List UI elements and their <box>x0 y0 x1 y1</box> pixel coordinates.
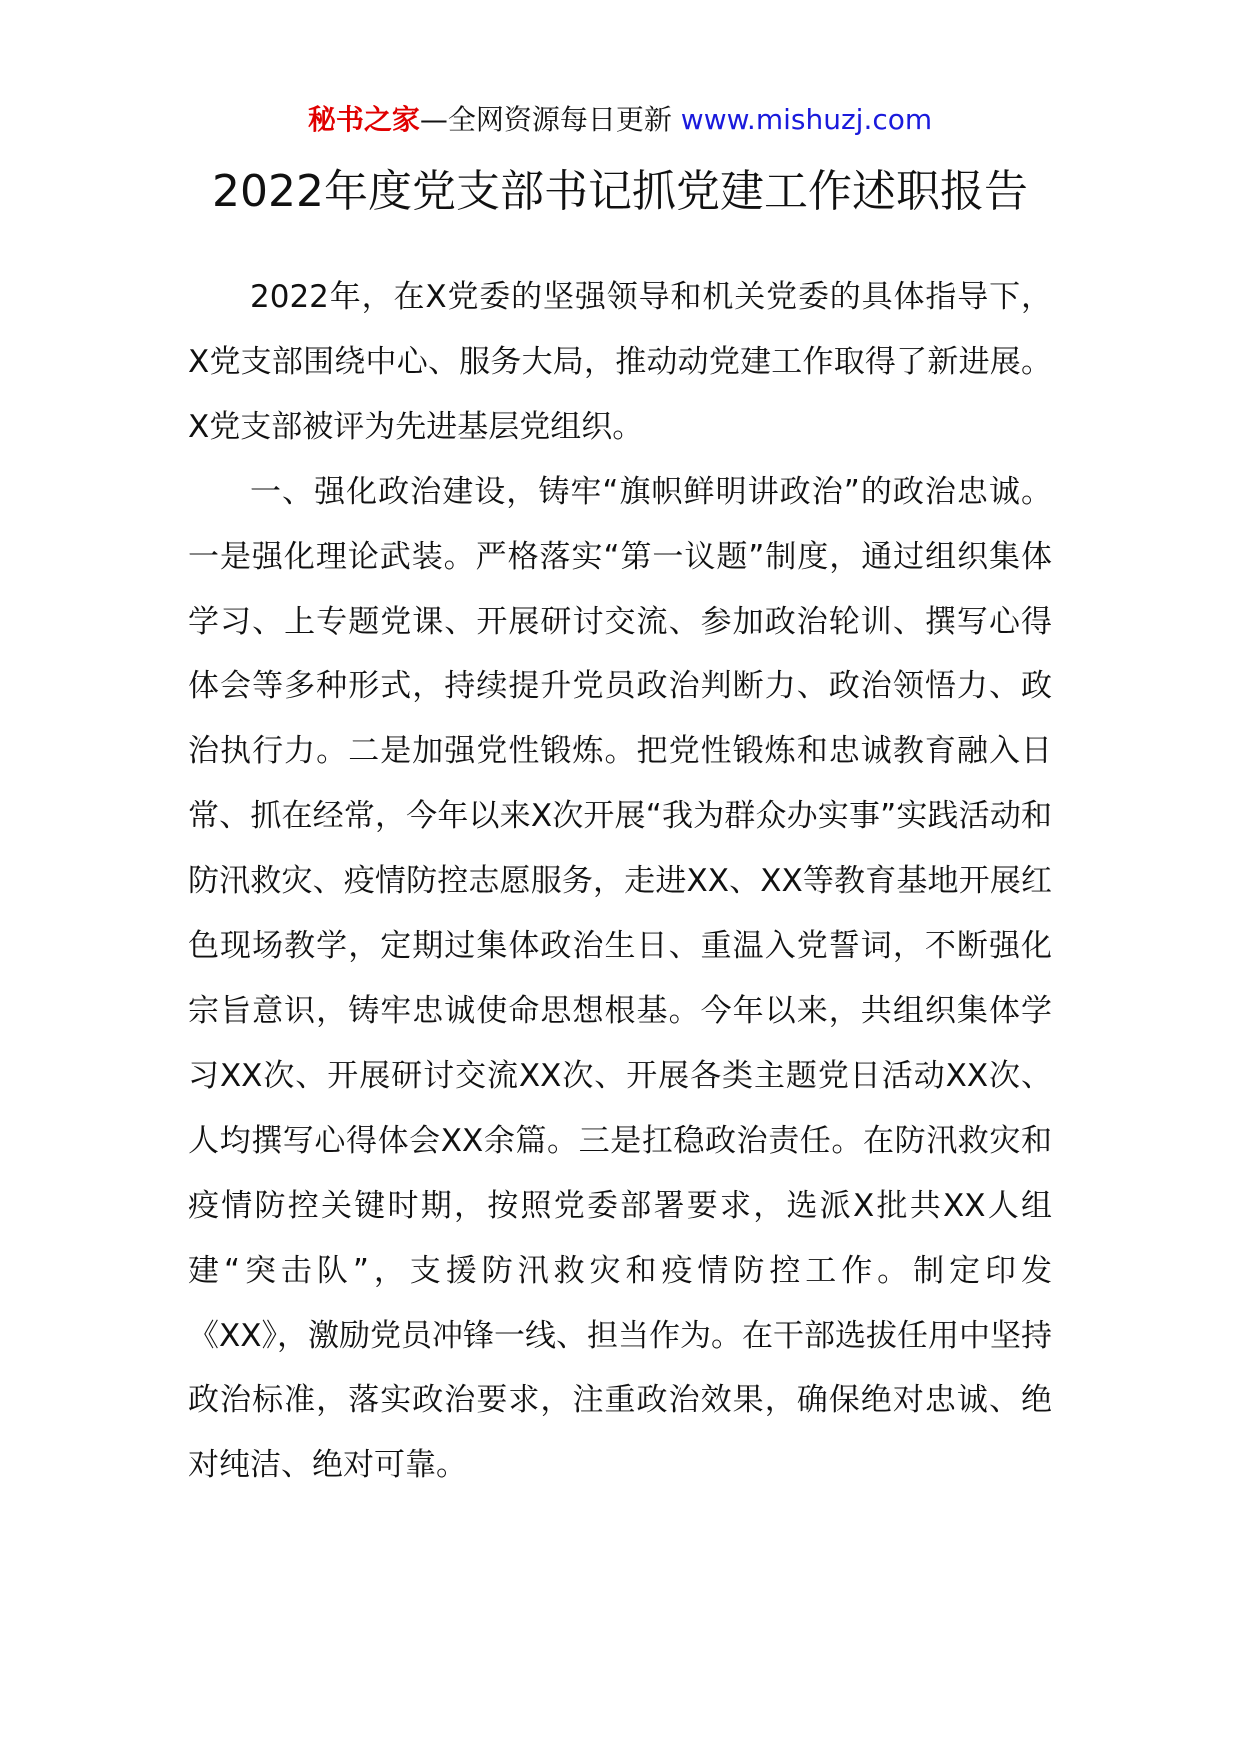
site-url-link[interactable]: www.mishuzj.com <box>680 103 933 136</box>
site-slogan: —全网资源每日更新 <box>419 103 672 136</box>
document-title: 2022年度党支部书记抓党建工作述职报告 <box>212 166 1028 217</box>
section-one-paragraph: 一、强化政治建设，铸牢“旗帜鲜明讲政治”的政治忠诚。一是强化理论武装。严格落实“第一议题”制度，通过组织集体学习、上专题党课、开展研讨交流、参加政治轮训、撰写心得体会等多种形式，持续提升党员政治判断力、政治领悟力、政治执行力。二是加强党性锻炼。把党性锻炼和忠诚教育融入日常、抓在经常，今年以来X次开展“我为群众办实事”实践活动和防汛救灾、疫情防控志愿服务，走进XX、XX等教育基地开展红色现场教学，定期过集体政治生日、重温入党誓词，不断强化宗旨意识，铸牢忠诚使命思想根基。今年以来，共组织集体学习XX次、开展研讨交流XX次、开展各类主题党日活动XX次、人均撰写心得体会XX余篇。三是扛稳政治责任。在防汛救灾和疫情防控关键时期，按照党委部署要求，选派X批共XX人组建“突击队”，支援防汛救灾和疫情防控工作。制定印发《XX》，激励党员冲锋一线、担当作为。在干部选拔任用中坚持政治标准，落实政治要求，注重政治效果，确保绝对忠诚、绝对纯洁、绝对可靠。 <box>188 473 1052 1484</box>
intro-paragraph: 2022年，在X党委的坚强领导和机关党委的具体指导下，X党支部围绕中心、服务大局，推动动党建工作取得了新进展。X党支部被评为先进基层党组织。 <box>188 279 1052 445</box>
site-brand: 秘书之家 <box>307 103 420 136</box>
watermark-header <box>0 100 1240 140</box>
document-body <box>188 265 1052 1498</box>
